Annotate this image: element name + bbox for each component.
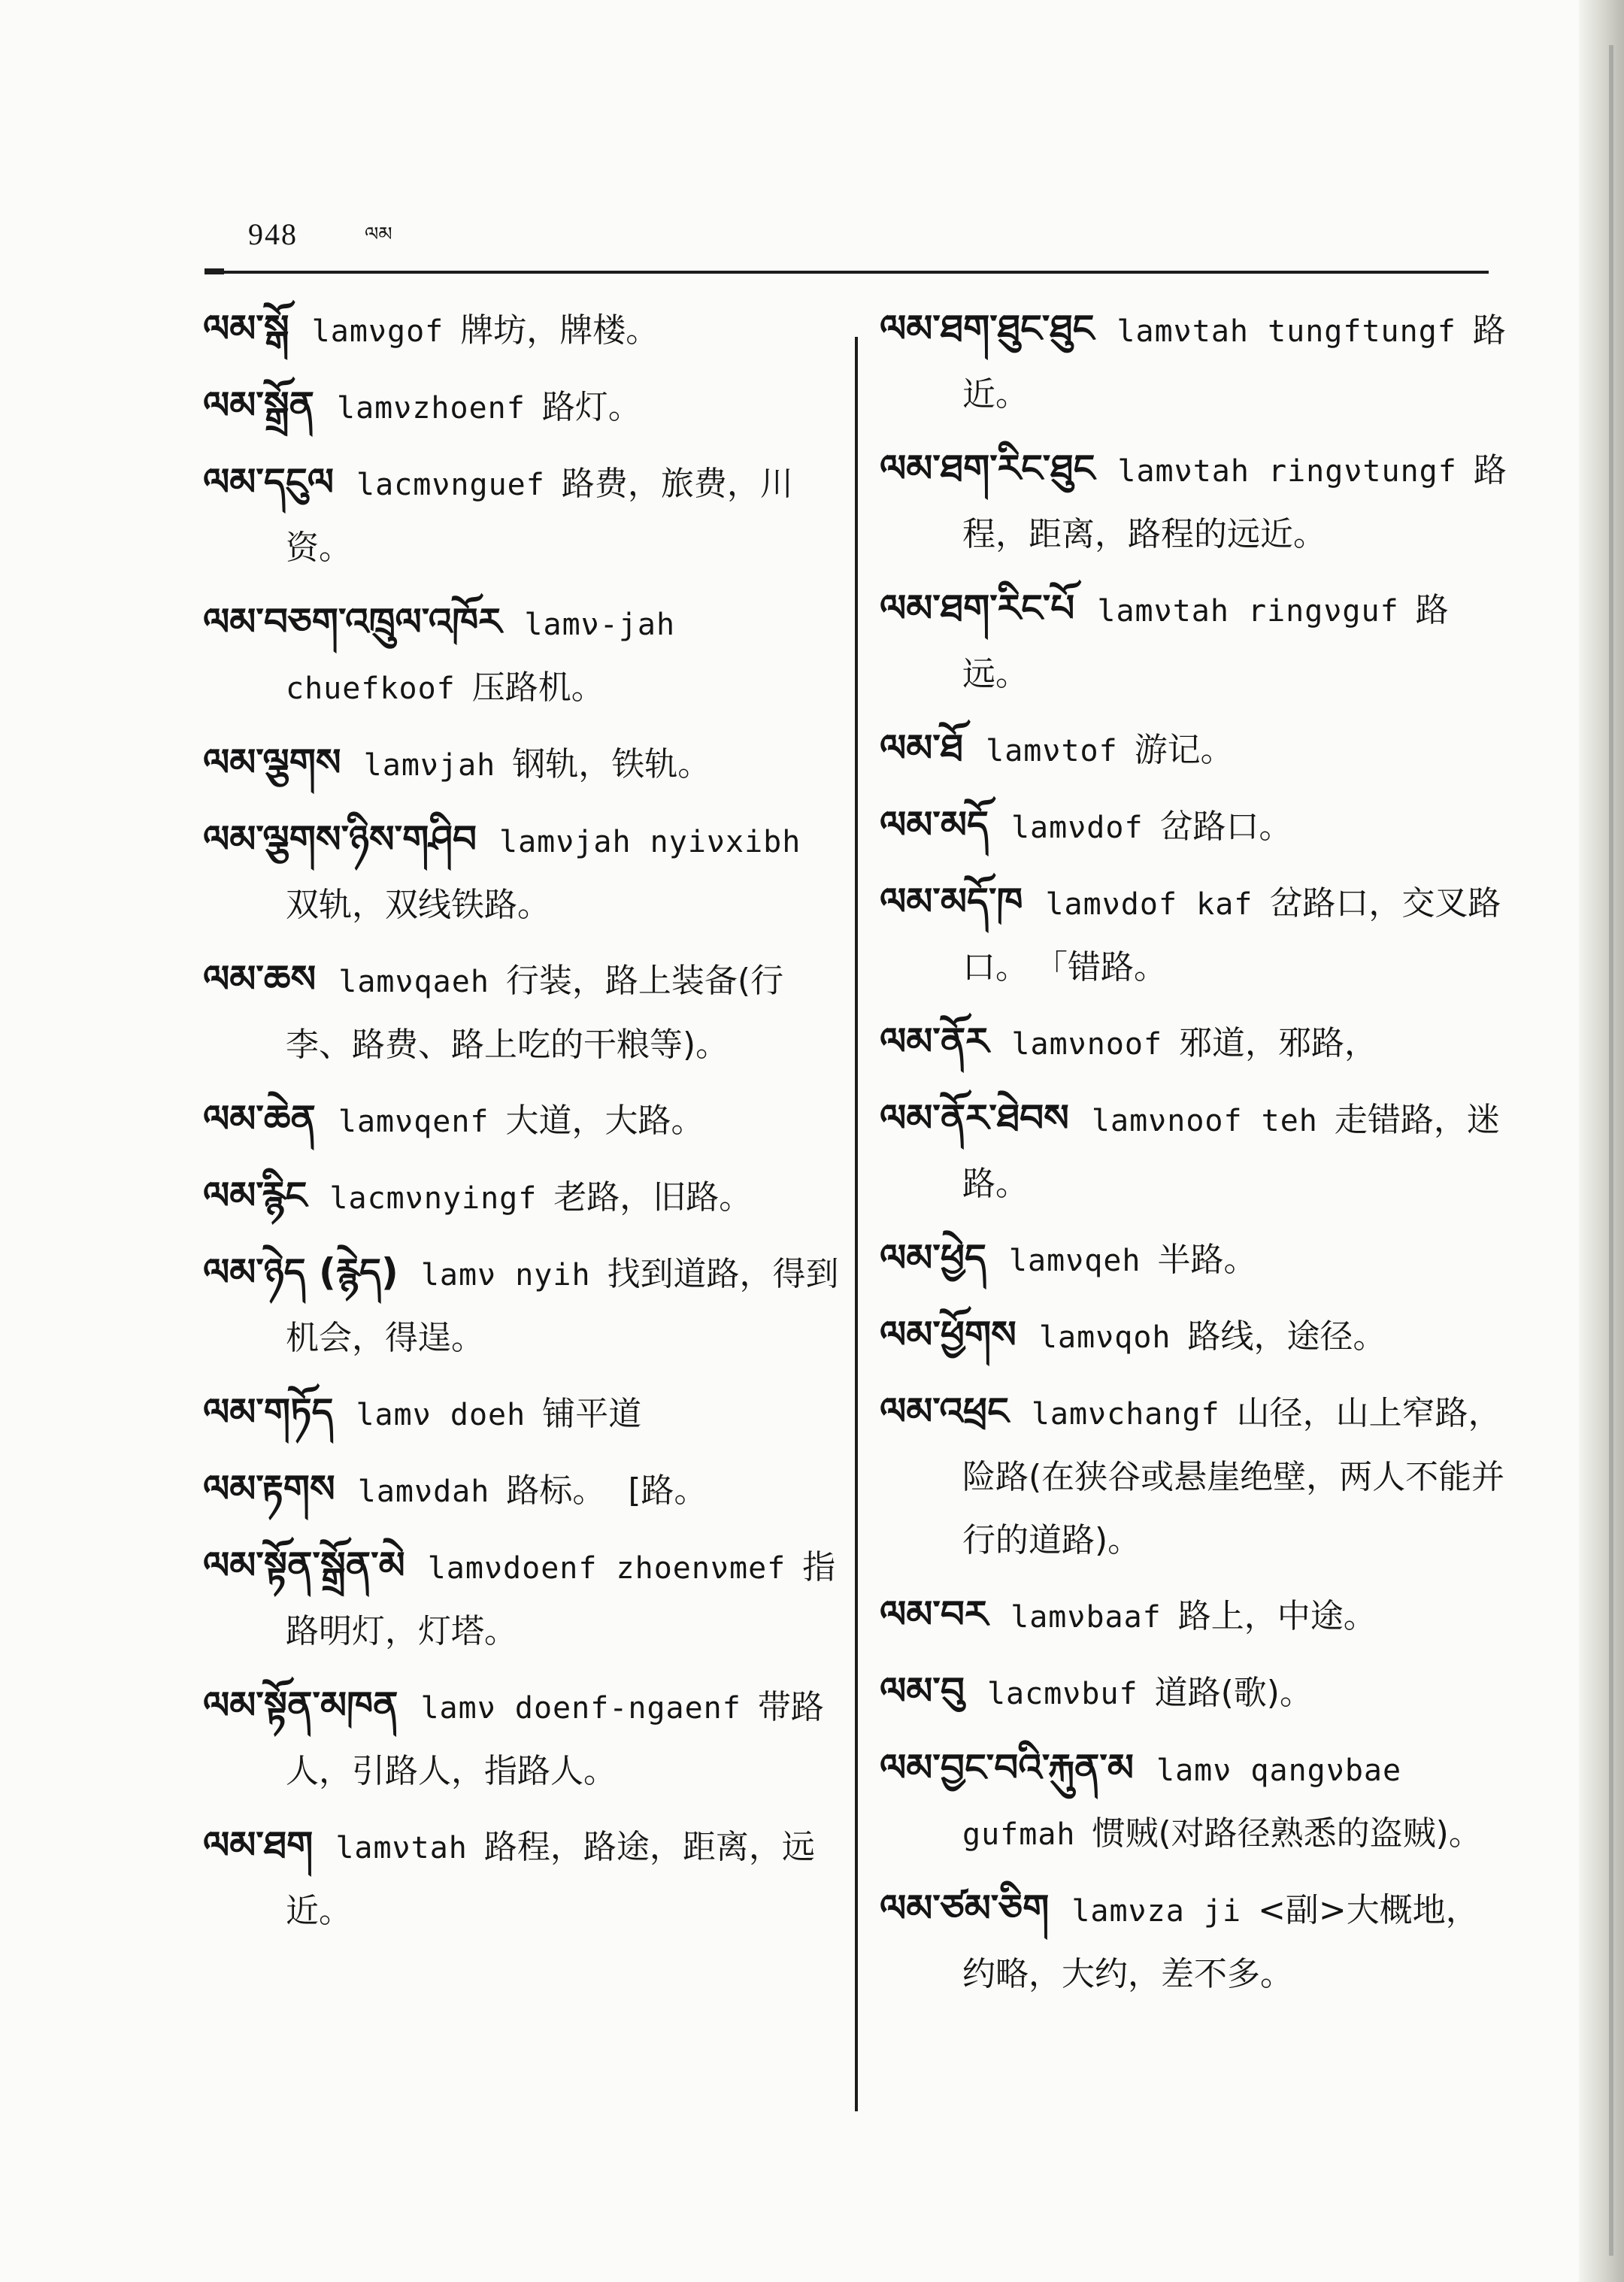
entry-pronunciation: lamνza ji [1071, 1894, 1242, 1929]
dictionary-entry [203, 947, 841, 1077]
entry-pronunciation: lamνdof kaf [1045, 887, 1253, 922]
entry-definition: 路费，旅费，川资。 [286, 465, 793, 567]
entry-headword: ལམ་ཐག [203, 1823, 314, 1867]
dictionary-entry [880, 1226, 1510, 1293]
entry-pronunciation: lamν nyih [420, 1258, 591, 1293]
entry-definition: 路灯。 [541, 388, 641, 426]
entry-definition: <副>大概地，约略，大约，差不多。 [962, 1891, 1479, 1993]
dictionary-entry [880, 1659, 1510, 1726]
entry-pronunciation: lamνjah [363, 748, 496, 783]
entry-definition: 道路(歌)。 [1154, 1674, 1313, 1712]
entry-definition: 指路明灯，灯塔。 [286, 1548, 836, 1650]
entry-headword: ལམ་འཕྲང [880, 1390, 1009, 1433]
entry-definition: 路近。 [962, 311, 1506, 414]
dictionary-entry [203, 1534, 841, 1663]
dictionary-entry [203, 450, 841, 580]
entry-headword: ལམ་ནོར་ཐེབས [880, 1096, 1069, 1140]
entry-pronunciation: lamνtah tungftungf [1116, 314, 1456, 349]
entry-headword: ལམ་ཐོ [880, 726, 964, 770]
dictionary-entry [203, 1164, 841, 1230]
dictionary-entry [203, 1457, 841, 1523]
entry-headword: ལམ་བཅག་འཁྲུལ་འཁོར [203, 600, 502, 644]
dictionary-entry [203, 1380, 841, 1447]
entry-pronunciation: lamνnoof teh [1091, 1104, 1318, 1138]
column-divider [855, 337, 858, 2111]
dictionary-entry [203, 808, 841, 937]
entry-definition: 路远。 [962, 591, 1449, 693]
dictionary-entry [203, 1087, 841, 1153]
entry-definition: 路程，距离，路程的远近。 [962, 451, 1507, 553]
scan-edge [1579, 0, 1624, 2282]
right-column [880, 297, 1510, 2017]
dictionary-entry [880, 1086, 1510, 1216]
entry-definition: 走错路，迷路。 [962, 1101, 1500, 1203]
entry-pronunciation: lamν doenf-ngaenf [420, 1691, 741, 1726]
entry-pronunciation: lamνzhoenf [337, 391, 526, 426]
entry-headword: ལམ་ཐག་རིང་པོ [880, 586, 1075, 630]
entry-pronunciation: lamνtof [986, 734, 1118, 768]
entry-pronunciation: lamνbaaf [1010, 1600, 1162, 1635]
dictionary-entry [203, 297, 841, 363]
dictionary-entry [880, 577, 1510, 706]
entry-pronunciation: lamνdof [1010, 811, 1144, 845]
entry-definition: 压路机。 [471, 668, 604, 707]
entry-headword: ལམ་ནོར [880, 1020, 989, 1063]
entry-headword: ལམ་རྟགས [203, 1467, 335, 1511]
entry-pronunciation: lamνqenf [338, 1105, 489, 1139]
entry-definition: 老路，旧路。 [553, 1178, 753, 1217]
entry-pronunciation: lamνchangf [1031, 1397, 1220, 1432]
entry-definition: 牌坊，牌楼。 [460, 311, 659, 350]
entry-headword: ལམ་ཕྱོགས [880, 1313, 1017, 1356]
dictionary-entry [880, 1736, 1510, 1866]
entry-headword: ལམ་ཙམ་ཅིག [880, 1887, 1050, 1930]
dictionary-entry [880, 1010, 1510, 1076]
entry-pronunciation: lamνqeh [1008, 1244, 1141, 1278]
entry-definition: 岔路口，交叉路口。 [962, 884, 1501, 986]
entry-headword: ལམ་ཐག་རིང་ཐུང [880, 447, 1095, 490]
entry-headword: ལམ་མདོ་ཁ [880, 880, 1023, 923]
entry-headword: ལམ་ལྕགས་ཉིས་གཤིབ [203, 817, 477, 861]
entry-definition: 路标。 [506, 1471, 606, 1510]
entry-headword: ལམ་བར [880, 1593, 989, 1636]
dictionary-entry [203, 1814, 841, 1943]
entry-headword: ལམ་བྱང་བའི་རྐུན་མ [880, 1746, 1134, 1790]
entry-headword: ལམ་བུ [880, 1669, 965, 1713]
dictionary-entry [203, 1674, 841, 1803]
dictionary-entry [203, 731, 841, 797]
entry-pronunciation: lamνjah nyiνxibh [499, 825, 801, 859]
dictionary-entry [203, 1241, 841, 1370]
entry-definition: 岔路口。 [1159, 808, 1292, 846]
entry-pronunciation: lamνtah [335, 1831, 468, 1865]
dictionary-entry [880, 1380, 1510, 1572]
entry-pronunciation: lamνtah ringνguf [1097, 594, 1399, 629]
entry-pronunciation: lacmνnyingf [329, 1181, 538, 1216]
entry-pronunciation: lamνdoenf zhoenνmef [427, 1551, 786, 1586]
dictionary-entry [880, 793, 1510, 859]
entry-headword: ལམ་ལྕགས [203, 741, 341, 784]
entry-definition: 邪道，邪路， [1179, 1024, 1378, 1062]
entry-pronunciation: lamνqoh [1038, 1320, 1171, 1355]
running-head: ལམ [365, 223, 392, 246]
entry-pronunciation: lamν qangνbae gufmah [962, 1753, 1402, 1852]
entry-headword: ལམ་ཆས [203, 957, 317, 1001]
entry-definition: 钢轨，铁轨。 [512, 745, 711, 783]
entry-headword: ལམ་ཐག་ཐུང་ཐུང [880, 307, 1095, 350]
dictionary-entry [203, 374, 841, 440]
entry-headword: ལམ་མདོ [880, 803, 989, 847]
dictionary-entry [880, 1303, 1510, 1369]
entry-pronunciation: lacmνnguef [356, 468, 545, 502]
dictionary-entry [203, 590, 841, 720]
entry-pronunciation: lamνtah ringνtungf [1117, 454, 1457, 489]
entry-headword: ལམ་དངུལ [203, 460, 334, 504]
entry-pronunciation: lamν-jah chuefkoof [286, 608, 676, 706]
entry-headword: ལམ་སྒྲོན [203, 383, 314, 427]
entry-definition: 惯贼(对路径熟悉的盗贼)。 [1092, 1814, 1482, 1853]
dictionary-entry [880, 1583, 1510, 1649]
entry-headword: ལམ་ཆེན [203, 1097, 316, 1141]
entry-definition: 大道，大路。 [505, 1102, 704, 1140]
header-rule-tick [205, 268, 224, 274]
entry-definition: 找到道路，得到机会，得逞。 [286, 1255, 839, 1357]
dictionary-entry [880, 297, 1510, 426]
entry-definition: 山径，山上窄路，险路(在狭谷或悬崖绝壁，两人不能并行的道路)。 [962, 1394, 1505, 1559]
entry-definition: 行装，路上装备(行李、路费、路上吃的干粮等)。 [286, 962, 784, 1064]
dictionary-entry [880, 1877, 1510, 2006]
entry-definition: 路线，途径。 [1187, 1317, 1386, 1356]
dictionary-entry [880, 870, 1510, 999]
entry-headword: ལམ་སྟོན་སྒྲོན་མེ [203, 1544, 405, 1587]
dictionary-entry [880, 717, 1510, 783]
header-rule [209, 271, 1489, 274]
entry-headword: ལམ་ཕྱེད [880, 1236, 986, 1280]
entry-definition: 铺平道 [542, 1395, 642, 1433]
page-number: 948 [248, 217, 298, 251]
scan-edge-line [1609, 45, 1613, 2256]
entry-pronunciation: lamνdah [357, 1474, 490, 1509]
entry-definition: 带路人，引路人，指路人。 [286, 1688, 824, 1790]
entry-pronunciation: lacmνbuf [986, 1677, 1138, 1711]
entry-pronunciation: lamνgof [311, 314, 444, 349]
entry-pronunciation: lamνnoof [1011, 1027, 1163, 1062]
left-column [203, 297, 841, 1953]
entry-definition: 游记。 [1134, 731, 1234, 769]
entry-definition: 路程，路途，距离，远近。 [286, 1828, 815, 1930]
entry-headword: ལམ་ཉེད (རྙེད) [203, 1250, 398, 1294]
entry-headword: ལམ་རྙིང [203, 1174, 308, 1217]
dictionary-entry [880, 437, 1510, 566]
entry-headword: ལམ་སྒོ [203, 307, 289, 350]
entry-pronunciation: lamν doeh [356, 1398, 526, 1432]
entry-headword: ལམ་སྟོན་མཁན [203, 1683, 398, 1727]
entry-continuation-note: [路。 [628, 1471, 707, 1510]
entry-pronunciation: lamνqaeh [338, 965, 489, 999]
entry-definition: 半路。 [1157, 1241, 1257, 1279]
entry-continuation-note: 「错路。 [1051, 948, 1167, 986]
entry-headword: ལམ་གཏོད [203, 1390, 334, 1434]
entry-definition: 双轨，双线铁路。 [286, 886, 550, 924]
entry-definition: 路上，中途。 [1177, 1597, 1377, 1635]
